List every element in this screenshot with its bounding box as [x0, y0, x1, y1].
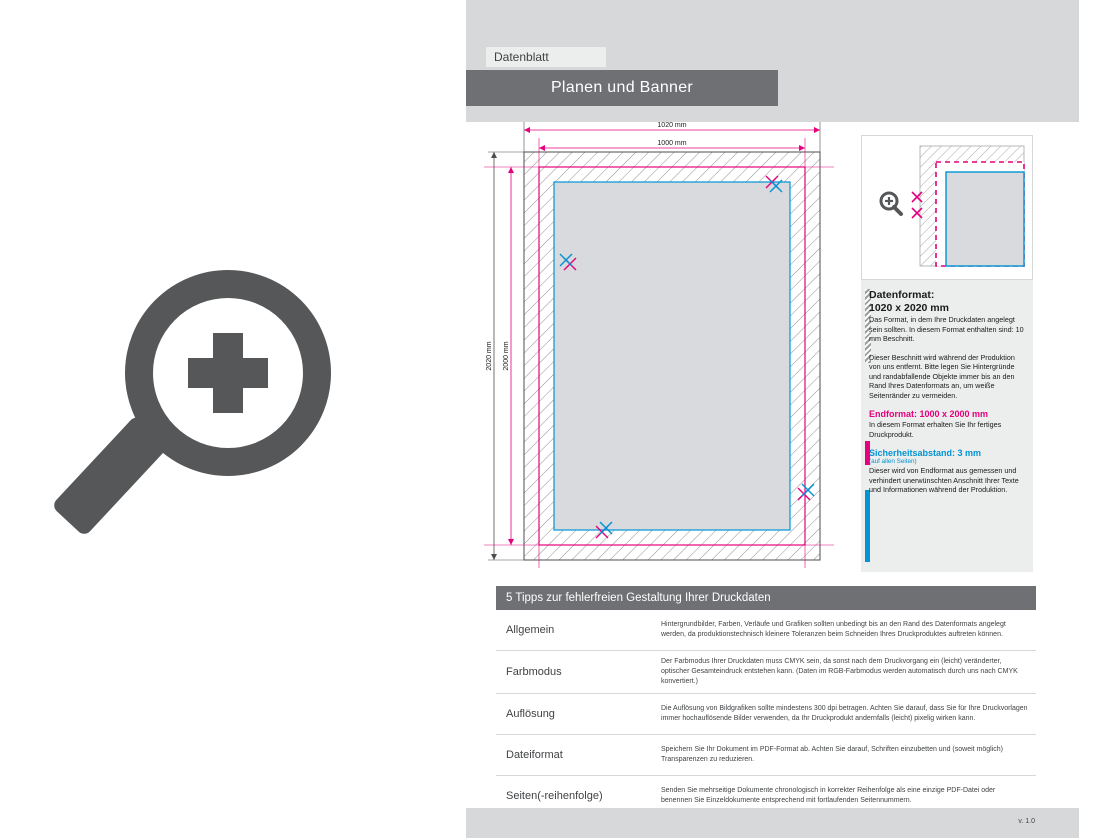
- tips-table: [496, 586, 1036, 817]
- beschnitt-text: Dieser Beschnitt wird während der Produktion von uns entfernt. Bitte legen Sie Hintergründe und randabfallende Objekte immer bis an den Rand Ihres Datenformats an, um weiße Seitenränder zu vermeiden.: [869, 352, 1015, 400]
- page-right-margin: [1079, 0, 1117, 838]
- page-title: [466, 70, 778, 106]
- version-label: v. 1.0: [1018, 818, 1035, 825]
- table-row: [496, 735, 1036, 776]
- tip-text-allgemein: Hintergrundbilder, Farben, Verläufe und Grafiken sollten unbedingt bis an den Rand des Datenformats angelegt werden, da produktionstechnisch kleinere Toleranzen beim Schneiden Ihres Druckproduktes auftreten können.: [661, 620, 1006, 638]
- tip-label-dateiformat: Dateiformat: [506, 749, 563, 762]
- tip-label-allgemein: Allgemein: [506, 624, 555, 636]
- tip-label-seitenreihenfolge: Seiten(-reihenfolge): [506, 790, 603, 803]
- svg-text:1020 mm: 1020 mm: [657, 122, 687, 129]
- format-drawing: [466, 118, 866, 573]
- sicherheitsabstand-subtitle: (auf allen Seiten): [869, 458, 917, 465]
- sicherheitsabstand-text: Dieser wird von Endformat aus gemessen und verhindert unerwünschten Anschnitt Ihrer Texte und Informationen während der Produktion.: [869, 466, 1019, 494]
- table-row: [496, 610, 1036, 651]
- tips-heading: [496, 586, 1036, 610]
- format-info-panel: [861, 135, 1033, 572]
- tip-label-aufloesung: Auflösung: [506, 708, 555, 721]
- svg-text:1000 mm: 1000 mm: [657, 140, 687, 147]
- sicherheitsabstand-title: Sicherheitsabstand: 3 mm: [869, 448, 982, 458]
- table-row: [496, 694, 1036, 735]
- datasheet-page: [466, 0, 1079, 838]
- preview-pane: [0, 0, 466, 838]
- datenformat-title: Datenformat:: [869, 289, 935, 301]
- page-title-label: Planen und Banner: [550, 79, 694, 96]
- magnifier-plus-icon[interactable]: [100, 270, 358, 570]
- endformat-text: In diesem Format erhalten Sie Ihr fertiges Druckprodukt.: [869, 420, 1002, 439]
- tip-label-farbmodus: Farbmodus: [506, 666, 562, 679]
- datenformat-text: Das Format, in dem Ihre Druckdaten angelegt sein sollten. In diesem Format enthalten sind: 10 mm Beschnitt.: [869, 315, 1024, 343]
- tip-text-seitenreihenfolge: Senden Sie mehrseitige Dokumente chronologisch in korrekter Reihenfolge als eine einzige PDF-Datei oder benennen Sie Einzeldokumente entsprechend mit fortlaufenden Seitennummern.: [661, 787, 996, 805]
- table-row: [496, 776, 1036, 817]
- tips-heading-label: 5 Tipps zur fehlerfreien Gestaltung Ihrer Druckdaten: [506, 592, 771, 604]
- tip-text-aufloesung: Die Auflösung von Bildgrafiken sollte mindestens 300 dpi betragen. Achten Sie darauf, dass Sie für Ihre Druckvorlagen immer hochauflösende Bilder verwenden, da Ihr Druckprodukt andernfalls (leicht) pixelig wirken kann.: [661, 705, 1028, 723]
- svg-text:2020 mm: 2020 mm: [486, 341, 493, 371]
- datenformat-value: 1020 x 2020 mm: [869, 302, 949, 314]
- format-info-text: [861, 281, 1033, 572]
- datenblatt-tab[interactable]: [486, 47, 606, 67]
- endformat-title: Endformat: 1000 x 2000 mm: [869, 409, 989, 419]
- magnifier-plus-horizontal: [188, 358, 268, 388]
- tip-text-dateiformat: Speichern Sie Ihr Dokument im PDF-Format ab. Achten Sie darauf, Schriften einzubetten und (soweit möglich) Transparenzen zu reduzieren.: [661, 746, 1003, 764]
- detail-zoom-thumbnail[interactable]: [861, 135, 1033, 280]
- svg-text:2000 mm: 2000 mm: [503, 341, 510, 371]
- datenblatt-tab-label: Datenblatt: [494, 50, 549, 64]
- tip-text-farbmodus: Der Farbmodus Ihrer Druckdaten muss CMYK sein, da sonst nach dem Druckvorgang ein (leicht) veränderter, optischer Gesamteindruck entstehen kann. (Daten im RGB-Farbmodus werden automatisch durch uns nach CMYK konvertiert.): [661, 658, 1018, 686]
- table-row: [496, 651, 1036, 694]
